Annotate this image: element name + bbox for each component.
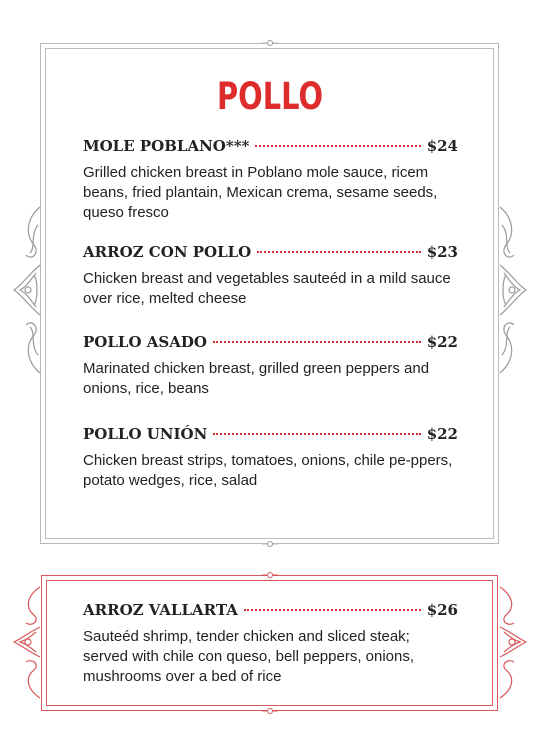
flourish-left-icon: [10, 205, 44, 375]
item-description: Chicken breast strips, tomatoes, onions, chile pe-ppers, potato wedges, rice, salad: [83, 452, 453, 489]
dot-leader: [255, 145, 420, 147]
item-name: MOLE POBLANO***: [83, 137, 250, 155]
item-price: $24: [426, 137, 458, 155]
frame-knob-top: [262, 39, 278, 47]
special-item: [83, 601, 458, 687]
item-name: ARROZ VALLARTA: [83, 601, 238, 619]
item-price: $26: [426, 601, 458, 619]
dot-leader: [244, 609, 421, 611]
item-price: $23: [426, 243, 458, 261]
menu-item: [83, 425, 458, 491]
frame-knob-bottom-red: [262, 707, 278, 715]
frame-knob-bottom: [262, 540, 278, 548]
menu-item: [83, 333, 458, 399]
item-description: Marinated chicken breast, grilled green peppers and onions, rice, beans: [83, 360, 430, 397]
item-price: $22: [426, 333, 458, 351]
frame-knob-top-red: [262, 571, 278, 579]
dot-leader: [257, 251, 420, 253]
item-name: POLLO UNIÓN: [83, 425, 208, 443]
dot-leader: [213, 433, 420, 435]
section-title: POLLO: [217, 75, 323, 118]
menu-item: [83, 243, 458, 309]
item-description: Sauteéd shrimp, tender chicken and sliced steak; served with chile con queso, bell peppers, onions, mushrooms over a bed of rice: [83, 628, 415, 685]
item-name: POLLO ASADO: [83, 333, 207, 351]
item-name: ARROZ CON POLLO: [83, 243, 252, 261]
flourish-right-red-icon: [496, 585, 530, 700]
flourish-right-icon: [496, 205, 530, 375]
item-description: Chicken breast and vegetables sauteéd in a mild sauce over rice, melted cheese: [83, 270, 451, 307]
menu-item: [83, 137, 458, 223]
item-description: Grilled chicken breast in Poblano mole sauce, ricem beans, fried plantain, Mexican crema, sesame seeds, queso fresco: [83, 164, 438, 221]
flourish-left-red-icon: [10, 585, 44, 700]
item-price: $22: [426, 425, 458, 443]
dot-leader: [213, 341, 421, 343]
